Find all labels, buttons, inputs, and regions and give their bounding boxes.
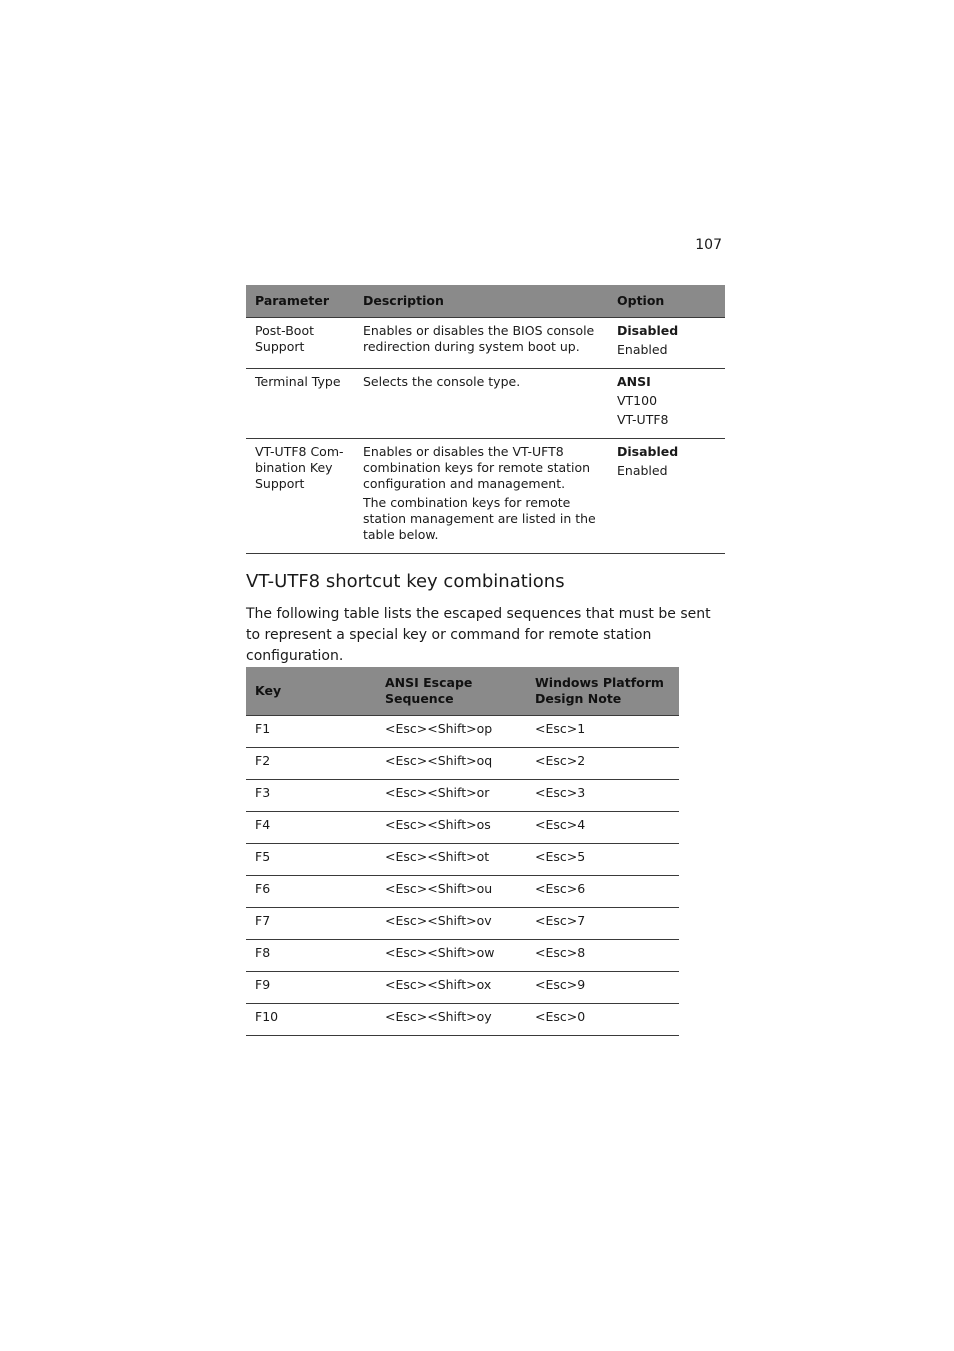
table-header-row xyxy=(246,667,679,716)
table-row xyxy=(246,369,725,439)
key-cell xyxy=(246,972,376,1004)
table-row xyxy=(246,780,679,812)
key-cell-text: F8 xyxy=(255,945,271,960)
table-row xyxy=(246,748,679,780)
description-cell xyxy=(354,318,608,369)
windows-design-note-cell xyxy=(526,812,679,844)
option-default: Disabled xyxy=(617,323,679,338)
table-header-row xyxy=(246,285,725,318)
key-cell xyxy=(246,876,376,908)
windows-design-note-cell-text: <Esc>7 xyxy=(535,913,586,928)
ansi-escape-sequence-cell xyxy=(376,908,526,940)
ansi-escape-sequence-cell xyxy=(376,844,526,876)
description-text: The combination keys for remote station management are listed in the table below. xyxy=(363,495,596,542)
key-cell-text: F6 xyxy=(255,881,271,896)
windows-design-note-cell-text: <Esc>8 xyxy=(535,945,586,960)
ansi-escape-sequence-cell xyxy=(376,780,526,812)
ansi-escape-sequence-cell-text: <Esc><Shift>oy xyxy=(385,1009,492,1024)
ansi-escape-sequence-cell-text: <Esc><Shift>ow xyxy=(385,945,495,960)
column-header-parameter: Parameter xyxy=(246,285,354,318)
description-text: Selects the console type. xyxy=(363,374,521,389)
key-cell-text: F3 xyxy=(255,785,271,800)
option-value: Enabled xyxy=(617,342,668,357)
key-cell xyxy=(246,940,376,972)
ansi-escape-sequence-cell-text: <Esc><Shift>ou xyxy=(385,881,493,896)
windows-design-note-cell-text: <Esc>5 xyxy=(535,849,586,864)
windows-design-note-cell xyxy=(526,940,679,972)
key-cell-text: F1 xyxy=(255,721,271,736)
parameter-cell: Terminal Type xyxy=(246,369,354,439)
windows-design-note-cell-text: <Esc>4 xyxy=(535,817,586,832)
windows-design-note-cell xyxy=(526,1004,679,1036)
parameter-cell: VT-UTF8 Com-bination Key Support xyxy=(246,439,354,554)
column-header-windows-platform-design-note: Windows Platform Design Note xyxy=(526,667,679,716)
column-header-ansi-escape-sequence: ANSI Escape Sequence xyxy=(376,667,526,716)
key-cell xyxy=(246,1004,376,1036)
parameter-table xyxy=(246,285,725,554)
option-cell xyxy=(608,439,725,554)
key-cell xyxy=(246,844,376,876)
windows-design-note-cell xyxy=(526,844,679,876)
description-cell xyxy=(354,439,608,554)
option-default: ANSI xyxy=(617,374,651,389)
page-number: 107 xyxy=(695,237,722,253)
windows-design-note-cell-text: <Esc>1 xyxy=(535,721,586,736)
ansi-escape-sequence-cell xyxy=(376,812,526,844)
table-row xyxy=(246,876,679,908)
key-cell-text: F9 xyxy=(255,977,271,992)
ansi-escape-sequence-cell-text: <Esc><Shift>ox xyxy=(385,977,492,992)
column-header-description: Description xyxy=(354,285,608,318)
windows-design-note-cell-text: <Esc>2 xyxy=(535,753,586,768)
windows-design-note-cell xyxy=(526,876,679,908)
option-value: VT100 xyxy=(617,393,658,408)
key-cell-text: F7 xyxy=(255,913,271,928)
key-cell xyxy=(246,716,376,748)
windows-design-note-cell xyxy=(526,908,679,940)
key-cell-text: F4 xyxy=(255,817,271,832)
ansi-escape-sequence-cell-text: <Esc><Shift>ot xyxy=(385,849,490,864)
table-row xyxy=(246,1004,679,1036)
ansi-escape-sequence-cell xyxy=(376,1004,526,1036)
option-default: Disabled xyxy=(617,444,679,459)
key-combination-table xyxy=(246,667,679,1036)
key-cell xyxy=(246,812,376,844)
ansi-escape-sequence-cell xyxy=(376,748,526,780)
ansi-escape-sequence-cell xyxy=(376,876,526,908)
key-cell xyxy=(246,748,376,780)
windows-design-note-cell xyxy=(526,780,679,812)
table-row xyxy=(246,972,679,1004)
table-row xyxy=(246,716,679,748)
key-cell xyxy=(246,780,376,812)
ansi-escape-sequence-cell-text: <Esc><Shift>or xyxy=(385,785,490,800)
section-heading: VT-UTF8 shortcut key combinations xyxy=(246,571,565,592)
windows-design-note-cell-text: <Esc>0 xyxy=(535,1009,586,1024)
ansi-escape-sequence-cell xyxy=(376,940,526,972)
windows-design-note-cell-text: <Esc>3 xyxy=(535,785,586,800)
key-cell-text: F5 xyxy=(255,849,271,864)
description-text: Enables or disables the VT-UFT8 combination keys for remote station configuration and management. xyxy=(363,444,591,491)
windows-design-note-cell-text: <Esc>9 xyxy=(535,977,586,992)
windows-design-note-cell xyxy=(526,972,679,1004)
table-row xyxy=(246,908,679,940)
ansi-escape-sequence-cell-text: <Esc><Shift>op xyxy=(385,721,493,736)
ansi-escape-sequence-cell xyxy=(376,972,526,1004)
windows-design-note-cell xyxy=(526,748,679,780)
option-cell xyxy=(608,369,725,439)
description-text: Enables or disables the BIOS console redirection during system boot up. xyxy=(363,323,595,354)
table-row xyxy=(246,844,679,876)
key-cell xyxy=(246,908,376,940)
intro-paragraph: The following table lists the escaped sequences that must be sent to represent a special key or command for remote station configuration. xyxy=(246,606,711,664)
option-value: VT-UTF8 xyxy=(617,412,669,427)
windows-design-note-cell xyxy=(526,716,679,748)
description-cell xyxy=(354,369,608,439)
windows-design-note-cell-text: <Esc>6 xyxy=(535,881,586,896)
option-value: Enabled xyxy=(617,463,668,478)
ansi-escape-sequence-cell xyxy=(376,716,526,748)
table-row xyxy=(246,439,725,554)
ansi-escape-sequence-cell-text: <Esc><Shift>os xyxy=(385,817,491,832)
column-header-option: Option xyxy=(608,285,725,318)
key-cell-text: F10 xyxy=(255,1009,279,1024)
ansi-escape-sequence-cell-text: <Esc><Shift>oq xyxy=(385,753,493,768)
table-row xyxy=(246,812,679,844)
option-cell xyxy=(608,318,725,369)
table-row xyxy=(246,318,725,369)
column-header-key: Key xyxy=(246,667,376,716)
ansi-escape-sequence-cell-text: <Esc><Shift>ov xyxy=(385,913,492,928)
key-cell-text: F2 xyxy=(255,753,271,768)
parameter-cell: Post-Boot Support xyxy=(246,318,354,369)
table-row xyxy=(246,940,679,972)
